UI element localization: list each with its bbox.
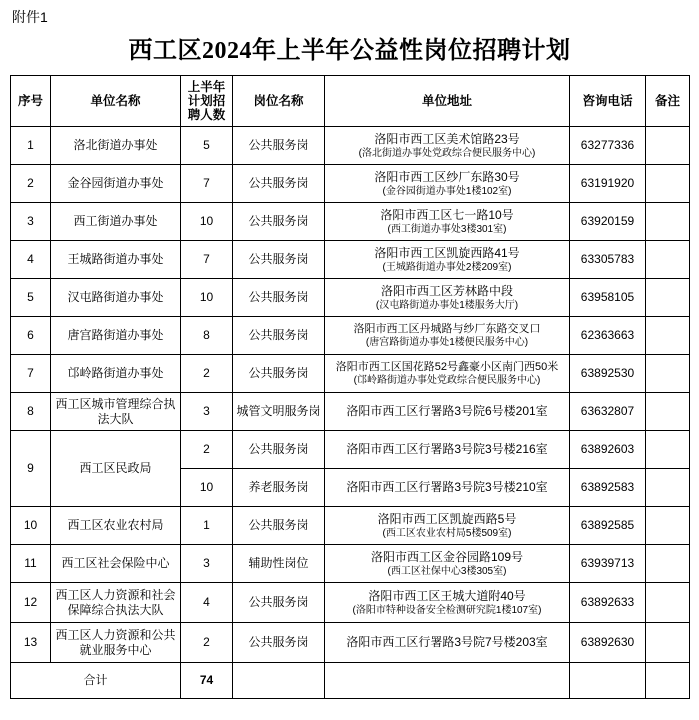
cell-number: 3 — [181, 545, 233, 583]
address-main: 洛阳市西工区纱厂东路30号 — [374, 169, 520, 184]
cell-no: 9 — [11, 431, 51, 507]
address-sub: (西工区农业农村局5楼509室) — [382, 527, 512, 539]
table-row — [11, 279, 690, 317]
cell-tel: 63939713 — [570, 545, 646, 583]
table-row — [11, 393, 690, 431]
cell-post: 公共服务岗 — [233, 317, 325, 355]
cell-unit: 西工街道办事处 — [51, 203, 181, 241]
address-main: 洛阳市西工区王城大道附40号 — [368, 588, 526, 603]
cell-tel: 63892633 — [570, 583, 646, 623]
cell-address — [325, 393, 570, 431]
cell-post: 公共服务岗 — [233, 203, 325, 241]
cell-tel: 63305783 — [570, 241, 646, 279]
cell-address — [325, 583, 570, 623]
header-no: 序号 — [11, 76, 51, 127]
cell-post: 公共服务岗 — [233, 279, 325, 317]
address-sub: (西工区社保中心3楼305室) — [387, 565, 507, 577]
address-main: 洛阳市西工区凯旋西路41号 — [374, 245, 520, 260]
table-total-row — [11, 663, 690, 699]
cell-unit: 邙岭路街道办事处 — [51, 355, 181, 393]
cell-no: 13 — [11, 623, 51, 663]
address-sub: (邙岭路街道办事处党政综合便民服务中心) — [353, 375, 541, 386]
recruitment-plan-table — [10, 75, 690, 699]
address-main: 洛阳市西工区凯旋西路5号 — [377, 511, 517, 526]
cell-address — [325, 279, 570, 317]
cell-address — [325, 431, 570, 469]
cell-no: 2 — [11, 165, 51, 203]
total-label: 合计 — [11, 663, 181, 699]
cell-no: 1 — [11, 127, 51, 165]
table-row — [11, 241, 690, 279]
cell-unit: 金谷园街道办事处 — [51, 165, 181, 203]
address-main: 洛阳市西工区七一路10号 — [380, 207, 514, 222]
cell-remark — [646, 203, 690, 241]
page-title: 西工区2024年上半年公益性岗位招聘计划 — [128, 38, 571, 64]
table-row — [11, 431, 690, 469]
cell-unit: 西工区民政局 — [51, 431, 181, 507]
table-row — [11, 507, 690, 545]
header-remark: 备注 — [646, 76, 690, 127]
header-number: 上半年计划招聘人数 — [181, 76, 233, 127]
cell-post: 公共服务岗 — [233, 165, 325, 203]
cell-number: 2 — [181, 623, 233, 663]
cell-post: 公共服务岗 — [233, 583, 325, 623]
cell-unit: 西工区农业农村局 — [51, 507, 181, 545]
cell-unit: 洛北街道办事处 — [51, 127, 181, 165]
header-unit: 单位名称 — [51, 76, 181, 127]
cell-remark — [646, 623, 690, 663]
cell-number: 5 — [181, 127, 233, 165]
table-row — [11, 545, 690, 583]
total-remark-empty — [646, 663, 690, 699]
cell-tel: 63191920 — [570, 165, 646, 203]
cell-remark — [646, 469, 690, 507]
cell-number: 8 — [181, 317, 233, 355]
header-post: 岗位名称 — [233, 76, 325, 127]
cell-number: 10 — [181, 469, 233, 507]
cell-number: 4 — [181, 583, 233, 623]
cell-number: 1 — [181, 507, 233, 545]
cell-no: 5 — [11, 279, 51, 317]
cell-unit: 唐宫路街道办事处 — [51, 317, 181, 355]
address-main: 洛阳市西工区行署路3号院7号楼203室 — [346, 635, 548, 649]
cell-remark — [646, 545, 690, 583]
cell-unit: 西工区城市管理综合执法大队 — [51, 393, 181, 431]
cell-post: 公共服务岗 — [233, 431, 325, 469]
address-sub: (西工街道办事处3楼301室) — [387, 223, 507, 235]
cell-post: 城管文明服务岗 — [233, 393, 325, 431]
cell-tel: 63277336 — [570, 127, 646, 165]
address-main: 洛阳市西工区行署路3号院3号楼210室 — [346, 480, 548, 494]
total-post-empty — [233, 663, 325, 699]
cell-remark — [646, 393, 690, 431]
cell-no: 12 — [11, 583, 51, 623]
address-sub: (王城路街道办事处2楼209室) — [382, 261, 512, 273]
cell-unit: 西工区社会保险中心 — [51, 545, 181, 583]
cell-tel: 63892585 — [570, 507, 646, 545]
cell-tel: 63920159 — [570, 203, 646, 241]
cell-no: 11 — [11, 545, 51, 583]
address-main: 洛阳市西工区丹城路与纱厂东路交叉口 — [353, 323, 541, 335]
cell-post: 公共服务岗 — [233, 127, 325, 165]
total-address-empty — [325, 663, 570, 699]
cell-address — [325, 203, 570, 241]
cell-unit: 西工区人力资源和公共就业服务中心 — [51, 623, 181, 663]
cell-tel: 63892530 — [570, 355, 646, 393]
cell-number: 7 — [181, 241, 233, 279]
cell-tel: 63632807 — [570, 393, 646, 431]
cell-number: 10 — [181, 203, 233, 241]
cell-post: 公共服务岗 — [233, 507, 325, 545]
table-row — [11, 623, 690, 663]
cell-address — [325, 469, 570, 507]
cell-tel: 63892603 — [570, 431, 646, 469]
cell-unit: 西工区人力资源和社会保障综合执法大队 — [51, 583, 181, 623]
cell-address — [325, 623, 570, 663]
cell-unit: 汉屯路街道办事处 — [51, 279, 181, 317]
address-main: 洛阳市西工区行署路3号院6号楼201室 — [346, 404, 548, 418]
cell-address — [325, 317, 570, 355]
cell-post: 辅助性岗位 — [233, 545, 325, 583]
header-address: 单位地址 — [325, 76, 570, 127]
address-main: 洛阳市西工区国花路52号鑫豪小区南门西50米 — [335, 361, 559, 373]
cell-post: 公共服务岗 — [233, 241, 325, 279]
cell-no: 7 — [11, 355, 51, 393]
address-sub: (汉屯路街道办事处1楼服务大厅) — [375, 299, 519, 311]
header-tel: 咨询电话 — [570, 76, 646, 127]
cell-remark — [646, 355, 690, 393]
attachment-label: 附件1 — [12, 9, 48, 25]
cell-number: 2 — [181, 355, 233, 393]
cell-unit: 王城路街道办事处 — [51, 241, 181, 279]
cell-address — [325, 507, 570, 545]
cell-remark — [646, 279, 690, 317]
cell-address — [325, 355, 570, 393]
cell-post: 公共服务岗 — [233, 355, 325, 393]
cell-number: 7 — [181, 165, 233, 203]
cell-tel: 63892583 — [570, 469, 646, 507]
cell-no: 6 — [11, 317, 51, 355]
cell-remark — [646, 165, 690, 203]
cell-remark — [646, 127, 690, 165]
cell-remark — [646, 583, 690, 623]
table-row — [11, 583, 690, 623]
address-sub: (洛北街道办事处党政综合便民服务中心) — [358, 147, 536, 159]
address-sub: (金谷园街道办事处1楼102室) — [382, 185, 512, 197]
address-main: 洛阳市西工区美术馆路23号 — [374, 131, 520, 146]
cell-address — [325, 241, 570, 279]
cell-address — [325, 127, 570, 165]
address-sub: (洛阳市特种设备安全检测研究院1楼107室) — [352, 604, 542, 616]
address-sub: (唐宫路街道办事处1楼便民服务中心) — [365, 337, 529, 348]
cell-no: 3 — [11, 203, 51, 241]
address-main: 洛阳市西工区行署路3号院3号楼216室 — [346, 442, 548, 456]
cell-number: 3 — [181, 393, 233, 431]
table-row — [11, 127, 690, 165]
cell-address — [325, 545, 570, 583]
cell-remark — [646, 507, 690, 545]
cell-remark — [646, 317, 690, 355]
address-main: 洛阳市西工区芳林路中段 — [380, 283, 513, 298]
table-row — [11, 203, 690, 241]
table-row — [11, 355, 690, 393]
cell-number: 2 — [181, 431, 233, 469]
cell-tel: 63958105 — [570, 279, 646, 317]
table-header-row — [11, 76, 690, 127]
cell-no: 4 — [11, 241, 51, 279]
cell-address — [325, 165, 570, 203]
total-tel-empty — [570, 663, 646, 699]
total-value: 74 — [181, 663, 233, 699]
cell-remark — [646, 241, 690, 279]
cell-post: 公共服务岗 — [233, 623, 325, 663]
cell-tel: 63892630 — [570, 623, 646, 663]
cell-number: 10 — [181, 279, 233, 317]
address-main: 洛阳市西工区金谷园路109号 — [370, 549, 524, 564]
cell-tel: 62363663 — [570, 317, 646, 355]
cell-no: 10 — [11, 507, 51, 545]
cell-no: 8 — [11, 393, 51, 431]
table-row — [11, 317, 690, 355]
cell-remark — [646, 431, 690, 469]
cell-post: 养老服务岗 — [233, 469, 325, 507]
table-row — [11, 165, 690, 203]
